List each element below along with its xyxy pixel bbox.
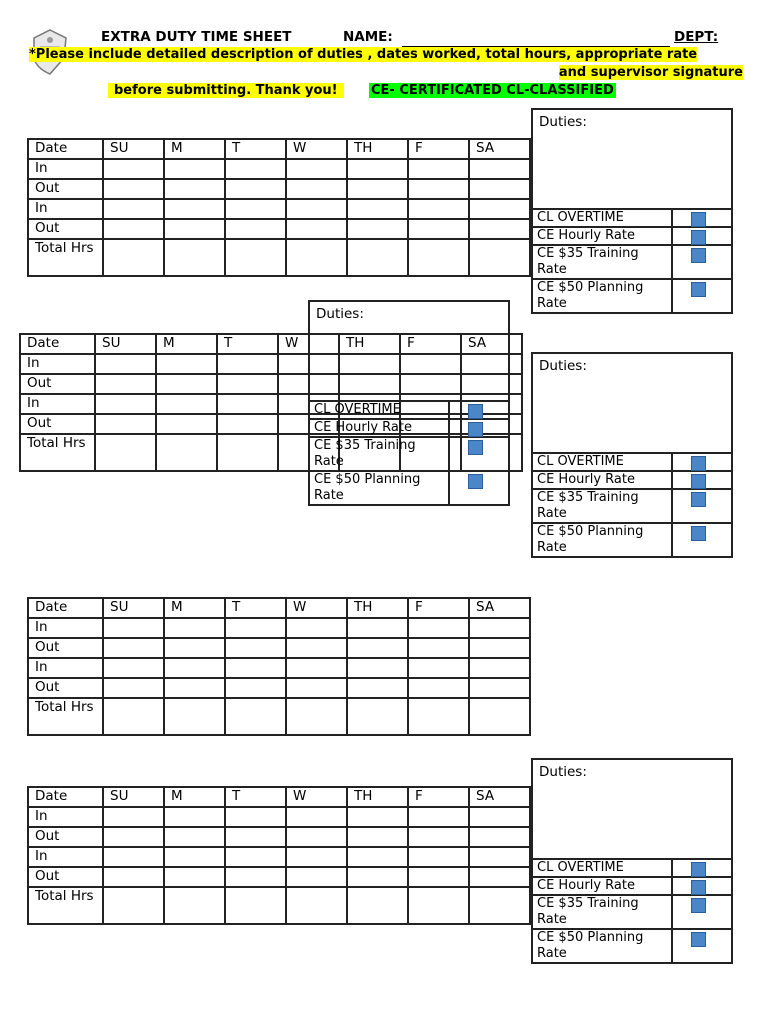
row-label: In xyxy=(20,394,95,414)
rate-checkbox-cell xyxy=(450,420,508,436)
day-header-sa: SA xyxy=(469,139,530,159)
rate-option-label: CE Hourly Rate xyxy=(310,420,450,436)
time-entry-cell[interactable] xyxy=(156,434,217,471)
time-entry-cell[interactable] xyxy=(286,199,347,219)
checkbox-icon[interactable] xyxy=(691,474,706,489)
time-entry-cell[interactable] xyxy=(217,354,278,374)
rate-checkbox-cell xyxy=(673,280,731,312)
row-label: Out xyxy=(28,678,103,698)
table-row xyxy=(28,847,530,867)
time-entry-cell[interactable] xyxy=(164,638,225,658)
time-entry-cell[interactable] xyxy=(286,807,347,827)
duties-label: Duties: xyxy=(539,114,587,130)
time-entry-cell[interactable] xyxy=(164,698,225,735)
day-header-w: W xyxy=(286,139,347,159)
checkbox-icon[interactable] xyxy=(691,898,706,913)
row-label: Out xyxy=(28,219,103,239)
rate-option xyxy=(533,228,731,246)
day-header-sa: SA xyxy=(469,787,530,807)
time-entry-cell[interactable] xyxy=(103,827,164,847)
rate-option xyxy=(533,246,731,280)
day-header-th: TH xyxy=(347,787,408,807)
checkbox-icon[interactable] xyxy=(468,404,483,419)
rate-option-label: CE Hourly Rate xyxy=(533,228,673,244)
time-entry-cell[interactable] xyxy=(408,219,469,239)
dept-label: DEPT: xyxy=(674,29,719,45)
rate-checkbox-cell xyxy=(673,210,731,226)
name-field[interactable] xyxy=(402,30,670,47)
rate-checkbox-cell xyxy=(673,930,731,962)
time-entry-cell[interactable] xyxy=(225,239,286,276)
time-entry-cell[interactable] xyxy=(95,374,156,394)
table-row xyxy=(28,219,530,239)
time-entry-cell[interactable] xyxy=(286,847,347,867)
time-entry-cell[interactable] xyxy=(164,199,225,219)
time-entry-cell[interactable] xyxy=(225,658,286,678)
instructions-line-2: and supervisor signature xyxy=(558,65,743,80)
time-entry-cell[interactable] xyxy=(225,219,286,239)
time-entry-cell[interactable] xyxy=(95,394,156,414)
checkbox-icon[interactable] xyxy=(691,282,706,297)
duties-box-2 xyxy=(308,300,510,506)
time-entry-cell[interactable] xyxy=(347,618,408,638)
time-entry-cell[interactable] xyxy=(164,678,225,698)
time-entry-cell[interactable] xyxy=(286,827,347,847)
table-row xyxy=(28,887,530,924)
day-header-f: F xyxy=(400,334,461,354)
row-label: In xyxy=(28,199,103,219)
rate-checkbox-cell xyxy=(673,878,731,894)
time-entry-cell[interactable] xyxy=(225,638,286,658)
duties-box-1 xyxy=(531,108,733,314)
row-label: In xyxy=(28,807,103,827)
time-entry-cell[interactable] xyxy=(156,394,217,414)
row-label: Out xyxy=(28,179,103,199)
duties-description-field[interactable] xyxy=(310,302,508,402)
time-entry-cell[interactable] xyxy=(286,638,347,658)
time-entry-cell[interactable] xyxy=(408,618,469,638)
time-entry-cell[interactable] xyxy=(469,618,530,638)
time-entry-cell[interactable] xyxy=(225,678,286,698)
time-entry-cell[interactable] xyxy=(103,658,164,678)
time-entry-cell[interactable] xyxy=(286,239,347,276)
time-entry-cell[interactable] xyxy=(164,887,225,924)
time-entry-cell[interactable] xyxy=(164,618,225,638)
time-entry-cell[interactable] xyxy=(408,159,469,179)
time-entry-cell[interactable] xyxy=(103,638,164,658)
time-entry-cell[interactable] xyxy=(469,239,530,276)
time-entry-cell[interactable] xyxy=(103,219,164,239)
time-entry-cell[interactable] xyxy=(469,867,530,887)
day-header-sa: SA xyxy=(469,598,530,618)
row-label: Out xyxy=(20,414,95,434)
table-row xyxy=(28,658,530,678)
time-entry-cell[interactable] xyxy=(347,807,408,827)
day-header-su: SU xyxy=(103,787,164,807)
time-entry-cell[interactable] xyxy=(286,159,347,179)
table-row xyxy=(28,867,530,887)
time-entry-cell[interactable] xyxy=(469,678,530,698)
time-entry-cell[interactable] xyxy=(408,658,469,678)
rate-checkbox-cell xyxy=(673,490,731,522)
time-entry-cell[interactable] xyxy=(286,618,347,638)
time-entry-cell[interactable] xyxy=(103,807,164,827)
time-entry-cell[interactable] xyxy=(103,867,164,887)
time-entry-cell[interactable] xyxy=(103,239,164,276)
day-header-m: M xyxy=(156,334,217,354)
time-entry-cell[interactable] xyxy=(408,179,469,199)
time-entry-cell[interactable] xyxy=(347,638,408,658)
rate-option-label: CE $35 Training Rate xyxy=(310,438,450,470)
rate-option-label: CL OVERTIME xyxy=(533,454,673,470)
row-label: In xyxy=(20,354,95,374)
rate-checkbox-cell xyxy=(673,524,731,556)
rate-option-label: CE Hourly Rate xyxy=(533,878,673,894)
time-entry-cell[interactable] xyxy=(225,618,286,638)
rate-option xyxy=(310,402,508,420)
day-header-th: TH xyxy=(347,598,408,618)
checkbox-icon[interactable] xyxy=(691,526,706,541)
time-entry-cell[interactable] xyxy=(347,698,408,735)
duties-description-field[interactable] xyxy=(533,760,731,860)
time-entry-cell[interactable] xyxy=(103,179,164,199)
duties-description-field[interactable] xyxy=(533,110,731,210)
day-header-f: F xyxy=(408,139,469,159)
rate-option xyxy=(533,896,731,930)
time-entry-cell[interactable] xyxy=(286,658,347,678)
day-header-m: M xyxy=(164,598,225,618)
row-label: In xyxy=(28,159,103,179)
rate-checkbox-cell xyxy=(450,438,508,470)
time-entry-cell[interactable] xyxy=(347,179,408,199)
rate-option xyxy=(310,420,508,438)
day-header-w: W xyxy=(278,334,339,354)
day-header-f: F xyxy=(408,787,469,807)
date-header: Date xyxy=(28,787,103,807)
time-entry-cell[interactable] xyxy=(225,179,286,199)
time-entry-cell[interactable] xyxy=(156,354,217,374)
time-entry-cell[interactable] xyxy=(286,678,347,698)
checkbox-icon[interactable] xyxy=(468,474,483,489)
time-entry-cell[interactable] xyxy=(408,867,469,887)
rate-option-label: CE $50 Planning Rate xyxy=(533,524,673,556)
row-label: Total Hrs xyxy=(28,239,103,276)
time-entry-cell[interactable] xyxy=(469,847,530,867)
checkbox-icon[interactable] xyxy=(691,212,706,227)
rate-option xyxy=(310,472,508,504)
time-entry-cell[interactable] xyxy=(347,658,408,678)
day-header-w: W xyxy=(286,598,347,618)
time-entry-cell[interactable] xyxy=(469,219,530,239)
duties-box-3 xyxy=(531,352,733,558)
day-header-w: W xyxy=(286,787,347,807)
day-header-su: SU xyxy=(95,334,156,354)
time-entry-cell[interactable] xyxy=(469,887,530,924)
time-entry-cell[interactable] xyxy=(347,219,408,239)
rate-option-label: CL OVERTIME xyxy=(310,402,450,418)
time-entry-cell[interactable] xyxy=(347,678,408,698)
table-row xyxy=(28,638,530,658)
duties-label: Duties: xyxy=(539,358,587,374)
checkbox-icon[interactable] xyxy=(691,880,706,895)
time-entry-cell[interactable] xyxy=(103,847,164,867)
time-entry-cell[interactable] xyxy=(225,867,286,887)
time-entry-cell[interactable] xyxy=(347,159,408,179)
rate-option-label: CE $35 Training Rate xyxy=(533,896,673,928)
time-entry-cell[interactable] xyxy=(95,434,156,471)
day-header-sa: SA xyxy=(461,334,522,354)
row-label: Out xyxy=(20,374,95,394)
time-entry-cell[interactable] xyxy=(103,678,164,698)
row-label: Total Hrs xyxy=(20,434,95,471)
sheet-title: EXTRA DUTY TIME SHEET xyxy=(101,29,292,45)
table-row xyxy=(28,199,530,219)
time-entry-cell[interactable] xyxy=(103,199,164,219)
rate-option-label: CE Hourly Rate xyxy=(533,472,673,488)
time-entry-cell[interactable] xyxy=(347,867,408,887)
time-entry-cell[interactable] xyxy=(164,159,225,179)
time-entry-cell[interactable] xyxy=(164,179,225,199)
rate-checkbox-cell xyxy=(450,402,508,418)
time-entry-cell[interactable] xyxy=(469,638,530,658)
time-entry-cell[interactable] xyxy=(408,698,469,735)
time-entry-cell[interactable] xyxy=(408,678,469,698)
time-entry-cell[interactable] xyxy=(103,887,164,924)
checkbox-icon[interactable] xyxy=(691,230,706,245)
day-header-t: T xyxy=(225,598,286,618)
time-entry-cell[interactable] xyxy=(469,179,530,199)
time-entry-cell[interactable] xyxy=(408,199,469,219)
rate-option xyxy=(533,490,731,524)
time-entry-cell[interactable] xyxy=(103,159,164,179)
instructions-line-1: *Please include detailed description of duties , dates worked, total hours, appropriate rate xyxy=(29,47,698,62)
checkbox-icon[interactable] xyxy=(468,440,483,455)
time-entry-cell[interactable] xyxy=(217,394,278,414)
row-label: In xyxy=(28,658,103,678)
time-entry-cell[interactable] xyxy=(408,807,469,827)
row-label: Total Hrs xyxy=(28,887,103,924)
row-label: In xyxy=(28,847,103,867)
time-entry-cell[interactable] xyxy=(469,199,530,219)
name-label: NAME: xyxy=(343,29,393,45)
rate-option-label: CE $50 Planning Rate xyxy=(310,472,450,504)
time-entry-cell[interactable] xyxy=(217,374,278,394)
table-row xyxy=(28,159,530,179)
table-row xyxy=(28,678,530,698)
rate-option xyxy=(533,524,731,556)
row-label: Out xyxy=(28,638,103,658)
time-entry-cell[interactable] xyxy=(469,827,530,847)
rate-checkbox-cell xyxy=(673,228,731,244)
table-row xyxy=(28,807,530,827)
time-entry-cell[interactable] xyxy=(164,807,225,827)
time-entry-cell[interactable] xyxy=(225,159,286,179)
checkbox-icon[interactable] xyxy=(691,456,706,471)
time-entry-cell[interactable] xyxy=(408,847,469,867)
rate-checkbox-cell xyxy=(673,246,731,278)
checkbox-icon[interactable] xyxy=(691,862,706,877)
time-table-4 xyxy=(27,786,531,925)
rate-option xyxy=(533,280,731,312)
day-header-m: M xyxy=(164,787,225,807)
rate-option xyxy=(533,454,731,472)
day-header-t: T xyxy=(225,139,286,159)
day-header-f: F xyxy=(408,598,469,618)
time-entry-cell[interactable] xyxy=(103,618,164,638)
time-entry-cell[interactable] xyxy=(225,199,286,219)
time-entry-cell[interactable] xyxy=(286,698,347,735)
duties-description-field[interactable] xyxy=(533,354,731,454)
checkbox-icon[interactable] xyxy=(468,422,483,437)
time-entry-cell[interactable] xyxy=(347,887,408,924)
rate-checkbox-cell xyxy=(673,896,731,928)
time-entry-cell[interactable] xyxy=(95,354,156,374)
date-header: Date xyxy=(28,598,103,618)
table-row xyxy=(28,827,530,847)
rate-option xyxy=(533,930,731,962)
rate-checkbox-cell xyxy=(673,472,731,488)
checkbox-icon[interactable] xyxy=(691,248,706,263)
time-entry-cell[interactable] xyxy=(286,219,347,239)
rate-option xyxy=(533,878,731,896)
time-table-1 xyxy=(27,138,531,277)
table-row xyxy=(28,239,530,276)
time-entry-cell[interactable] xyxy=(408,827,469,847)
time-entry-cell[interactable] xyxy=(469,807,530,827)
rate-option-label: CE $50 Planning Rate xyxy=(533,280,673,312)
time-entry-cell[interactable] xyxy=(286,179,347,199)
time-entry-cell[interactable] xyxy=(103,698,164,735)
row-label: Out xyxy=(28,867,103,887)
time-entry-cell[interactable] xyxy=(408,887,469,924)
rate-option-label: CL OVERTIME xyxy=(533,860,673,876)
row-label: Total Hrs xyxy=(28,698,103,735)
time-entry-cell[interactable] xyxy=(408,239,469,276)
time-entry-cell[interactable] xyxy=(225,827,286,847)
time-entry-cell[interactable] xyxy=(225,698,286,735)
day-header-th: TH xyxy=(339,334,400,354)
time-entry-cell[interactable] xyxy=(225,887,286,924)
time-entry-cell[interactable] xyxy=(347,827,408,847)
rate-checkbox-cell xyxy=(673,860,731,876)
time-entry-cell[interactable] xyxy=(286,867,347,887)
duties-box-4 xyxy=(531,758,733,964)
time-entry-cell[interactable] xyxy=(408,638,469,658)
day-header-t: T xyxy=(217,334,278,354)
row-label: Out xyxy=(28,827,103,847)
day-header-t: T xyxy=(225,787,286,807)
day-header-m: M xyxy=(164,139,225,159)
time-entry-cell[interactable] xyxy=(347,847,408,867)
time-entry-cell[interactable] xyxy=(217,434,278,471)
duties-label: Duties: xyxy=(316,306,364,322)
time-entry-cell[interactable] xyxy=(164,867,225,887)
time-entry-cell[interactable] xyxy=(164,239,225,276)
time-entry-cell[interactable] xyxy=(164,658,225,678)
time-entry-cell[interactable] xyxy=(164,219,225,239)
rate-checkbox-cell xyxy=(673,454,731,470)
time-entry-cell[interactable] xyxy=(225,807,286,827)
rate-option xyxy=(533,210,731,228)
time-entry-cell[interactable] xyxy=(156,374,217,394)
duties-label: Duties: xyxy=(539,764,587,780)
time-entry-cell[interactable] xyxy=(347,199,408,219)
checkbox-icon[interactable] xyxy=(691,492,706,507)
time-entry-cell[interactable] xyxy=(469,658,530,678)
rate-checkbox-cell xyxy=(450,472,508,504)
rate-option-label: CE $50 Planning Rate xyxy=(533,930,673,962)
rate-option-label: CE $35 Training Rate xyxy=(533,246,673,278)
time-entry-cell[interactable] xyxy=(347,239,408,276)
rate-code-legend: CE- CERTIFICATED CL-CLASSIFIED xyxy=(371,83,614,98)
rate-option xyxy=(533,472,731,490)
time-entry-cell[interactable] xyxy=(469,698,530,735)
time-entry-cell[interactable] xyxy=(164,847,225,867)
rate-option-label: CE $35 Training Rate xyxy=(533,490,673,522)
time-table-3 xyxy=(27,597,531,736)
date-header: Date xyxy=(20,334,95,354)
table-row xyxy=(28,618,530,638)
time-entry-cell[interactable] xyxy=(95,414,156,434)
time-entry-cell[interactable] xyxy=(164,827,225,847)
day-header-su: SU xyxy=(103,139,164,159)
time-entry-cell[interactable] xyxy=(217,414,278,434)
rate-option xyxy=(310,438,508,472)
table-row xyxy=(28,698,530,735)
day-header-th: TH xyxy=(347,139,408,159)
date-header: Date xyxy=(28,139,103,159)
time-entry-cell[interactable] xyxy=(156,414,217,434)
day-header-su: SU xyxy=(103,598,164,618)
checkbox-icon[interactable] xyxy=(691,932,706,947)
rate-option xyxy=(533,860,731,878)
time-entry-cell[interactable] xyxy=(469,159,530,179)
time-entry-cell[interactable] xyxy=(286,887,347,924)
time-entry-cell[interactable] xyxy=(225,847,286,867)
rate-option-label: CL OVERTIME xyxy=(533,210,673,226)
instructions-line-3: before submitting. Thank you! xyxy=(108,83,344,98)
table-row xyxy=(28,179,530,199)
row-label: In xyxy=(28,618,103,638)
